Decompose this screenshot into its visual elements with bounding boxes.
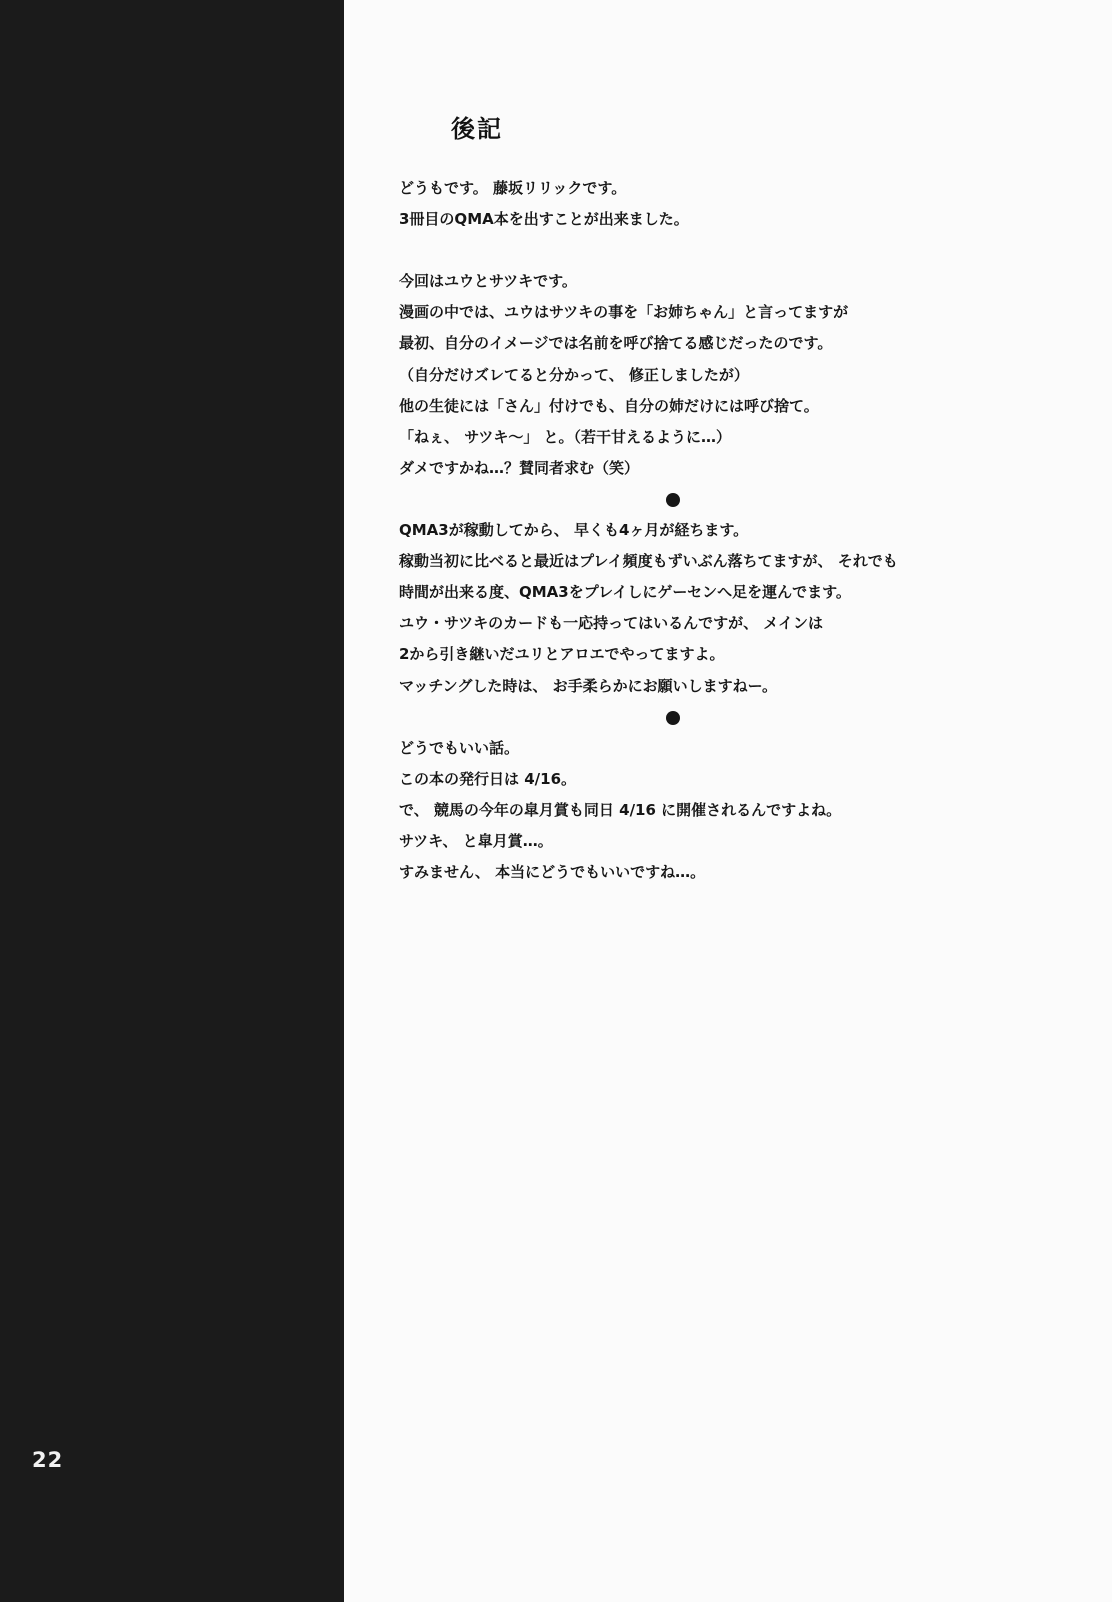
text-line: 稼動当初に比べると最近はプレイ頻度もずいぶん落ちてますが、 それでも [399, 552, 898, 571]
text-line: 今回はユウとサツキです。 [399, 272, 577, 291]
text-line: この本の発行日は 4/16。 [399, 769, 577, 788]
afterword-body [399, 173, 1059, 888]
page-number: 22 [32, 1448, 64, 1472]
section-separator [399, 702, 1059, 733]
text-line: 「ねぇ、 サツキ～」 と。（若干甘えるように…） [399, 427, 732, 446]
text-line: 他の生徒には「さん」付けでも、自分の姉だけには呼び捨て。 [399, 396, 819, 415]
text-line: QMA3が稼動してから、 早くも4ヶ月が経ちます。 [399, 521, 749, 540]
text-line: どうもです。 藤坂リリックです。 [399, 179, 627, 197]
text-line: （自分だけズレてると分かって、 修正しましたが） [399, 365, 749, 384]
text-line: で、 競馬の今年の皐月賞も同日 4/16 に開催されるんですよね。 [399, 800, 842, 819]
left-black-band [0, 0, 344, 1602]
bullet-dot-icon [666, 493, 680, 507]
text-line: ユウ・サツキのカードも一応持ってはいるんですが、 メインは [399, 614, 824, 633]
page-title: 後記 [451, 115, 503, 143]
text-line: すみません、 本当にどうでもいいですね…。 [399, 863, 706, 882]
text-line: 2から引き継いだユリとアロエでやってますよ。 [399, 645, 725, 664]
text-line: どうでもいい話。 [399, 738, 520, 757]
text-line: 最初、自分のイメージでは名前を呼び捨てる感じだったのです。 [399, 334, 833, 353]
section-separator [399, 484, 1059, 515]
text-line: 漫画の中では、ユウはサツキの事を「お姉ちゃん」と言ってますが [399, 303, 849, 322]
text-line: ダメですかね…？賛同者求む（笑） [399, 458, 640, 477]
text-line: 時間が出来る度、QMA3をプレイしにゲーセンへ足を運んでます。 [399, 583, 851, 602]
text-line: 3冊目のQMA本を出すことが出来ました。 [399, 210, 689, 229]
text-line: サツキ、 と皐月賞…。 [399, 831, 553, 850]
bullet-dot-icon [666, 711, 680, 725]
text-line: マッチングした時は、 お手柔らかにお願いしますねー。 [399, 676, 777, 695]
blank-line [399, 235, 1059, 266]
